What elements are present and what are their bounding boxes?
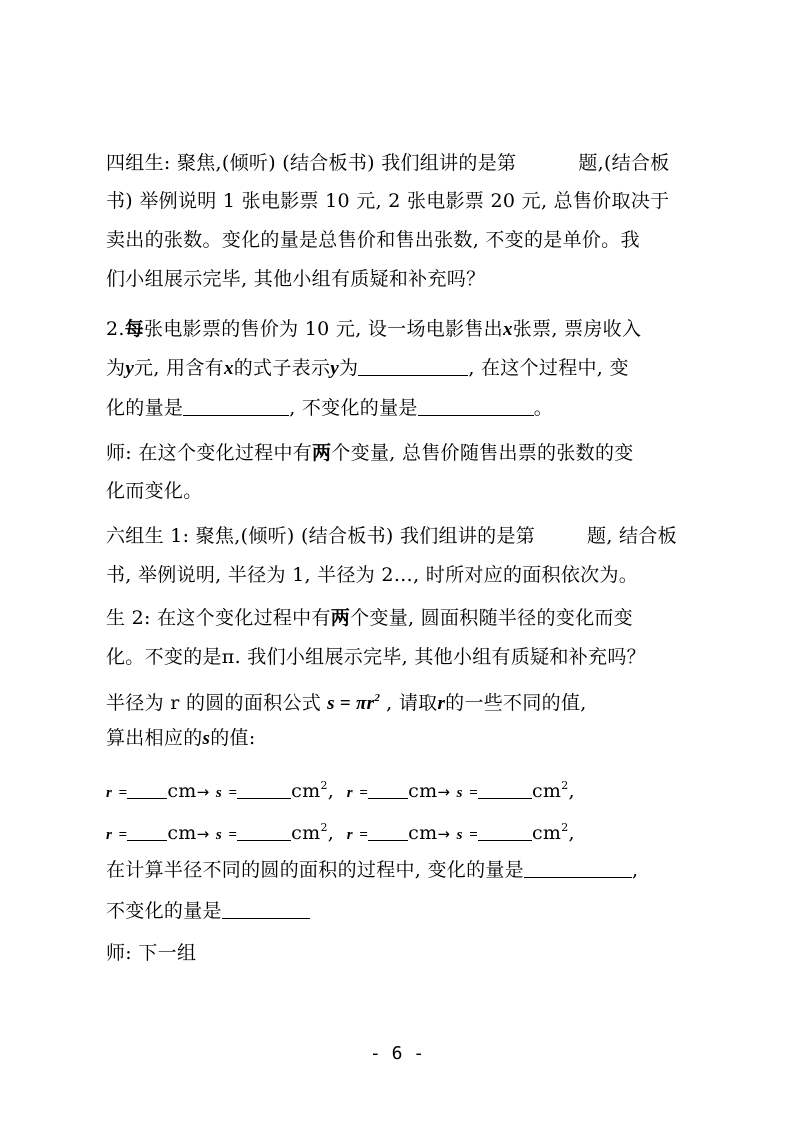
text: 四组生: 聚焦,(倾听) (结合板书) 我们组讲的是第 [106, 152, 517, 174]
comma: , [568, 780, 575, 802]
equals: = [359, 785, 369, 801]
arrow-icon: → [196, 783, 210, 801]
line-group6-1 [106, 523, 706, 549]
variable-x: x [502, 319, 513, 340]
superscript: 2 [374, 692, 381, 704]
line-teacher-2: 化而变化。 [106, 480, 203, 502]
text: 化的量是 [106, 397, 184, 419]
line-q2-2 [106, 355, 706, 382]
text: 个变量, 总售价随售出票的张数的变 [331, 442, 634, 464]
text: 半径为 r 的圆的面积公式 [106, 692, 322, 714]
line-group6-2: 书, 举例说明, 半径为 1, 半径为 2…, 时所对应的面积依次为。 [106, 564, 639, 586]
radius-blank[interactable] [368, 780, 408, 799]
arrow-icon: → [196, 825, 210, 843]
variable-y: y [330, 358, 339, 379]
line-q2-1 [106, 316, 706, 343]
area-formula [327, 685, 380, 717]
superscript: 2 [561, 821, 569, 834]
equals: = [118, 827, 128, 843]
answer-blank[interactable] [358, 357, 468, 376]
variable-s: s [456, 827, 463, 843]
equals: = [118, 785, 128, 801]
text: 不变化的量是 [106, 900, 222, 922]
answer-blank[interactable] [183, 397, 289, 416]
line-teacher-1 [106, 440, 706, 466]
variable-y: y [125, 358, 135, 379]
text: , 不变化的量是 [289, 397, 418, 419]
superscript: 2 [320, 779, 328, 792]
question-number: 2. [106, 318, 125, 340]
superscript: 2 [320, 821, 328, 834]
line-varying [106, 857, 706, 883]
text: 为 [106, 357, 126, 379]
text: 六组生 1: 聚焦,(倾听) (结合板书) 我们组讲的是第 [106, 525, 536, 547]
text: 生 2: 在这个变化过程中有 [106, 607, 331, 629]
text: 师: 在这个变化过程中有 [106, 442, 313, 464]
line-student2-2: 化。不变的是π. 我们小组展示完毕, 其他小组有质疑和补充吗？ [106, 646, 646, 668]
variable-r: r [106, 827, 113, 843]
variable-r: r [346, 785, 353, 801]
unit: cm [291, 780, 321, 802]
text: , [631, 859, 639, 881]
bold-char: 两 [312, 442, 332, 464]
unit: cm [408, 822, 438, 844]
variable-x: x [223, 358, 234, 379]
text: 在计算半径不同的圆的面积的过程中, 变化的量是 [106, 859, 524, 881]
text: 的一些不同的值, [445, 692, 587, 714]
line-teacher-next: 师: 下一组 [106, 942, 197, 964]
arrow-icon: → [437, 783, 451, 801]
answer-blank[interactable] [222, 900, 310, 919]
radius-blank[interactable] [127, 822, 167, 841]
page-number: - 6 - [369, 1043, 425, 1064]
text: 个变量, 圆面积随半径的变化而变 [350, 607, 633, 629]
text: 算出相应的 [106, 727, 203, 749]
text: 元, 用含有 [134, 357, 224, 379]
equals: = [469, 785, 478, 801]
equals: = [469, 827, 478, 843]
text: 为 [339, 357, 359, 379]
comma: , [327, 822, 335, 844]
radius-blank[interactable] [127, 780, 167, 799]
answer-blank[interactable] [418, 397, 534, 416]
unit: cm [167, 780, 197, 802]
calc-row-2 [106, 815, 706, 848]
area-blank[interactable] [237, 780, 291, 799]
superscript: 2 [561, 779, 569, 792]
variable-s: s [202, 728, 211, 749]
line-group4-3: 卖出的张数。变化的量是总售价和售出张数, 不变的是单价。我 [106, 229, 640, 251]
line-q2-3 [106, 395, 706, 421]
text: 题,(结合板 [578, 152, 670, 174]
bold-char: 两 [330, 607, 351, 629]
area-blank[interactable] [478, 780, 532, 799]
calc-row-1 [106, 773, 706, 806]
unit: cm [531, 822, 562, 844]
comma: , [327, 780, 335, 802]
line-group4-2: 书) 举例说明 1 张电影票 10 元, 2 张电影票 20 元, 总售价取决于 [106, 190, 670, 212]
text: 张票, 票房收入 [512, 318, 642, 340]
equals: = [359, 827, 369, 843]
comma: , [568, 822, 575, 844]
variable-r: r [106, 785, 113, 801]
equals: = [228, 785, 238, 801]
unit: cm [291, 822, 321, 844]
equals: = [228, 827, 238, 843]
variable-r: r [437, 693, 446, 714]
text: 。 [533, 397, 553, 419]
bold-char: 每 [124, 318, 145, 340]
radius-blank[interactable] [368, 822, 408, 841]
variable-s: s [456, 785, 463, 801]
line-group4-1 [106, 150, 706, 176]
area-blank[interactable] [478, 822, 532, 841]
text: , 请取 [386, 692, 438, 714]
text: , 在这个过程中, 变 [468, 357, 629, 379]
unit: cm [167, 822, 197, 844]
text: 题, 结合板 [587, 525, 677, 547]
formula-text: s = πr [327, 693, 375, 714]
line-constant [106, 898, 706, 924]
unit: cm [531, 780, 562, 802]
line-student2-1 [106, 605, 706, 631]
answer-blank[interactable] [524, 859, 632, 878]
text: 的式子表示 [233, 357, 331, 379]
line-group4-4: 们小组展示完毕, 其他小组有质疑和补充吗？ [106, 268, 486, 290]
variable-s: s [215, 827, 222, 843]
line-compute [106, 725, 706, 752]
arrow-icon: → [437, 825, 451, 843]
text: 张电影票的售价为 10 元, 设一场电影售出 [144, 318, 503, 340]
line-formula [106, 685, 706, 717]
area-blank[interactable] [237, 822, 291, 841]
text: 的值: [210, 727, 256, 749]
variable-r: r [346, 827, 353, 843]
variable-s: s [215, 785, 222, 801]
unit: cm [408, 780, 438, 802]
